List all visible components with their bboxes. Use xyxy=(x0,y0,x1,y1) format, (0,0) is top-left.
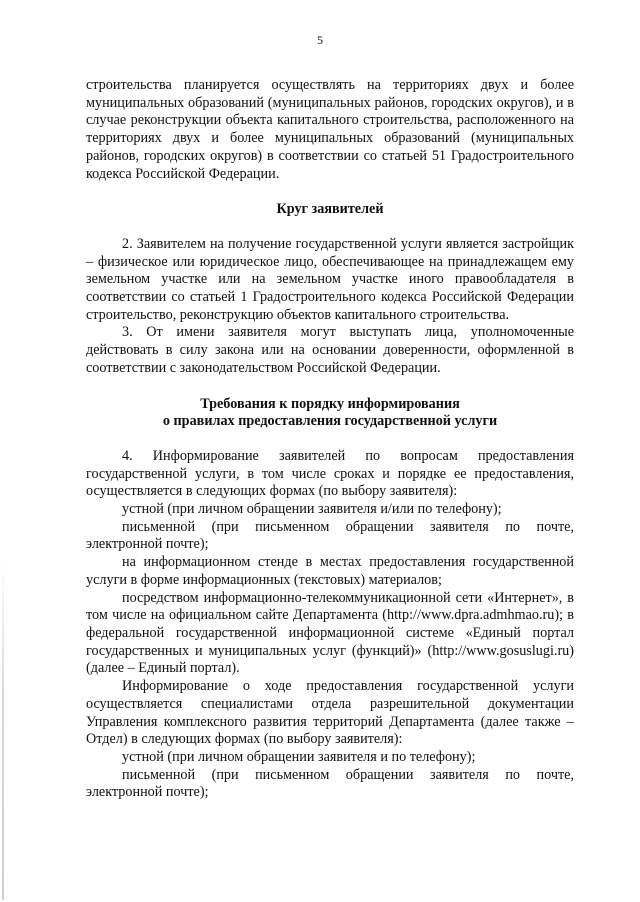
page-number: 5 xyxy=(317,33,323,47)
heading-applicants: Круг заявителей xyxy=(276,201,384,218)
paragraph-3: 3. От имени заявителя могут выступать лица, уполномоченные действовать в силу закона или на основании доверенности, оформленной в соответствии с законодательством Российской Федерации. xyxy=(86,324,574,376)
heading-requirements-line2: о правилах предоставления государственной услуги xyxy=(162,413,498,430)
page-body xyxy=(86,77,574,802)
list-item-written: письменной (при письменном обращении заявителя по почте, электронной почте); xyxy=(86,518,574,553)
list-item-progress-oral: устной (при личном обращении заявителя и по телефону); xyxy=(122,748,476,765)
heading-requirements xyxy=(86,396,574,431)
scan-edge-shadow xyxy=(2,560,4,900)
paragraph-4: 4. Информирование заявителей по вопросам предоставления государственной услуги, в том числе сроках и порядке ее предоставления, осуществляется в следующих формах (по выбору заявителя): xyxy=(86,447,574,500)
list-item-stand: на информационном стенде в местах предоставления государственной услуги в форме информационных (текстовых) материалов; xyxy=(86,554,574,588)
paragraph-2: 2. Заявителем на получение государственной услуги является застройщик – физическое или юридическое лицо, обеспечивающее на принадлежащем ему земельном участке или на земельном участке иного правообладателя в соответствии со статьей 1 Градостроительного кодекса Российской Федерации строительство, реконструкцию объектов капитального строительства. xyxy=(86,235,574,323)
list-item-internet: посредством информационно-телекоммуникационной сети «Интернет», в том числе на официальном сайте Департамента (http://www.dpra.admhmao.ru); в федеральной государственной информационной системе «Единый портал государственных и муниципальных услуг (функций)» (http://www.gosuslugi.ru) (далее – Единый портал). xyxy=(86,589,574,677)
paragraph-intro: строительства планируется осуществлять на территориях двух и более муниципальных образований (муниципальных районов, городских округов), и в случае реконструкции объекта капитального строительства, расположенного на территориях двух и более муниципальных образований (муниципальных районов, городских округов) в соответствии со статьей 51 Градостроительного кодекса Российской Федерации. xyxy=(86,77,574,182)
list-item-progress-written: письменной (при письменном обращении заявителя по почте, электронной почте); xyxy=(86,766,574,801)
paragraph-progress: Информирование о ходе предоставления государственной услуги осуществляется специалистами отдела разрешительной документации Управления комплексного развития территорий Департамента (далее также – Отдел) в следующих формах (по выбору заявителя): xyxy=(86,678,574,748)
list-item-oral: устной (при личном обращении заявителя и/или по телефону); xyxy=(122,501,502,518)
heading-requirements-line1: Требования к порядку информирования xyxy=(200,395,460,412)
